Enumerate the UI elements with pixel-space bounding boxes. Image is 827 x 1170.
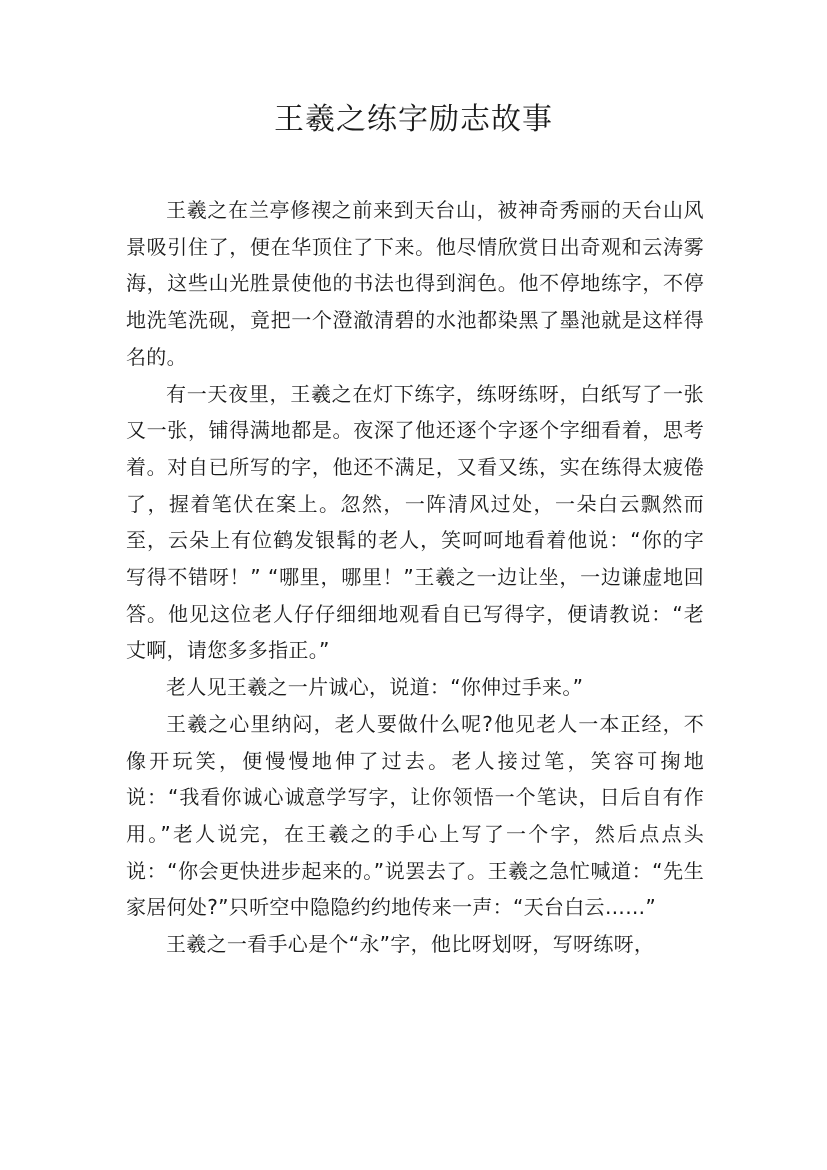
document-title: 王羲之练字励志故事	[274, 102, 553, 137]
paragraph: 王羲之心里纳闷，老人要做什么呢?他见老人一本正经，不像开玩笑，便慢慢地伸了过去。老人接过笔，笑容可掬地说：“我看你诚心诚意学写字，让你领悟一个笔诀，日后自有作用。”老人说完，在王羲之的手心上写了一个字，然后点点头说：“你会更快进步起来的。”说罢去了。王羲之急忙喊道：“先生家居何处?”只听空中隐隐约约地传来一声：“天台白云……”	[126, 711, 704, 920]
paragraph: 王羲之在兰亭修禊之前来到天台山，被神奇秀丽的天台山风景吸引住了，便在华顶住了下来。他尽情欣赏日出奇观和云涛雾海，这些山光胜景使他的书法也得到润色。他不停地练字，不停地洗笔洗砚，竟把一个澄澈清碧的水池都染黑了墨池就是这样得名的。	[126, 198, 704, 369]
paragraph: 王羲之一看手心是个“永”字，他比呀划呀，写呀练呀，	[166, 932, 655, 957]
document-body	[126, 192, 704, 963]
paragraph: 老人见王羲之一片诚心，说道：“你伸过手来。”	[166, 675, 584, 700]
paragraph: 有一天夜里，王羲之在灯下练字，练呀练呀，白纸写了一张又一张，铺得满地都是。夜深了他还逐个字逐个字细看着，思考着。对自已所写的字，他还不满足，又看又练，实在练得太疲倦了，握着笔伏在案上。忽然，一阵清风过处，一朵白云飘然而至，云朵上有位鹤发银髯的老人，笑呵呵地看着他说：“你的字写得不错呀！” “哪里，哪里！”王羲之一边让坐，一边谦虚地回答。他见这位老人仔仔细细地观看自已写得字，便请教说：“老丈啊，请您多多指正。”	[126, 381, 704, 663]
